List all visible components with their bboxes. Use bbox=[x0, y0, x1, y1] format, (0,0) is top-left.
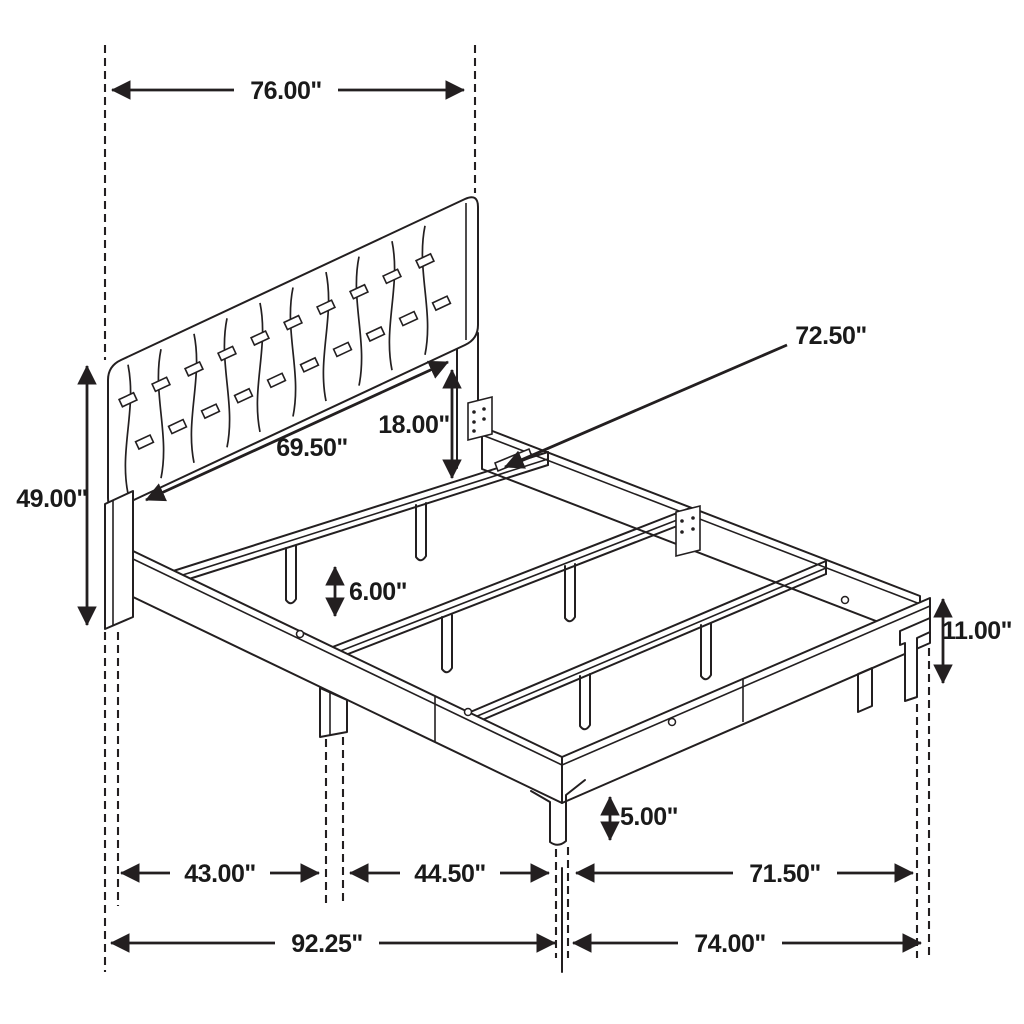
headboard-left-leg bbox=[105, 491, 133, 629]
dimension-middle-section-length bbox=[350, 857, 549, 889]
dimension-label: 74.00" bbox=[694, 930, 766, 958]
dimension-label: 18.00" bbox=[378, 411, 450, 439]
front-side-rail bbox=[133, 551, 562, 803]
dimension-headboard-width bbox=[112, 74, 464, 106]
dimension-label: 6.00" bbox=[348, 578, 408, 606]
dimension-label: 71.50" bbox=[749, 860, 821, 888]
dimension-slat-support-height bbox=[335, 567, 407, 616]
dimension-head-section-length bbox=[121, 857, 319, 889]
dimension-label: 72.50" bbox=[795, 322, 867, 350]
dimension-label: 44.50" bbox=[414, 860, 486, 888]
dimension-label: 11.00" bbox=[941, 617, 1013, 645]
extension-lines bbox=[105, 45, 929, 972]
dimension-frame-side-height bbox=[942, 599, 1012, 683]
dimension-label: 92.25" bbox=[291, 930, 363, 958]
dimension-label: 76.00" bbox=[250, 77, 322, 105]
dimension-slat-rail-length bbox=[505, 322, 867, 467]
dimension-headboard-height bbox=[16, 366, 87, 625]
dimension-foot-leg-height bbox=[610, 797, 678, 840]
slat-head bbox=[170, 449, 548, 585]
dimension-footboard-width bbox=[573, 927, 921, 959]
mounting-bracket bbox=[468, 397, 492, 440]
dimension-label: 69.50" bbox=[276, 434, 348, 462]
dimension-post-exposed-height bbox=[378, 370, 452, 478]
dimension-label: 5.00" bbox=[619, 803, 679, 831]
footboard-face bbox=[562, 597, 930, 804]
dimension-label: 49.00" bbox=[16, 485, 88, 513]
bed-frame bbox=[133, 427, 930, 845]
dimension-overall-frame-length bbox=[111, 927, 555, 959]
dimension-foot-section-length bbox=[576, 857, 913, 889]
dimension-label: 43.00" bbox=[184, 860, 256, 888]
